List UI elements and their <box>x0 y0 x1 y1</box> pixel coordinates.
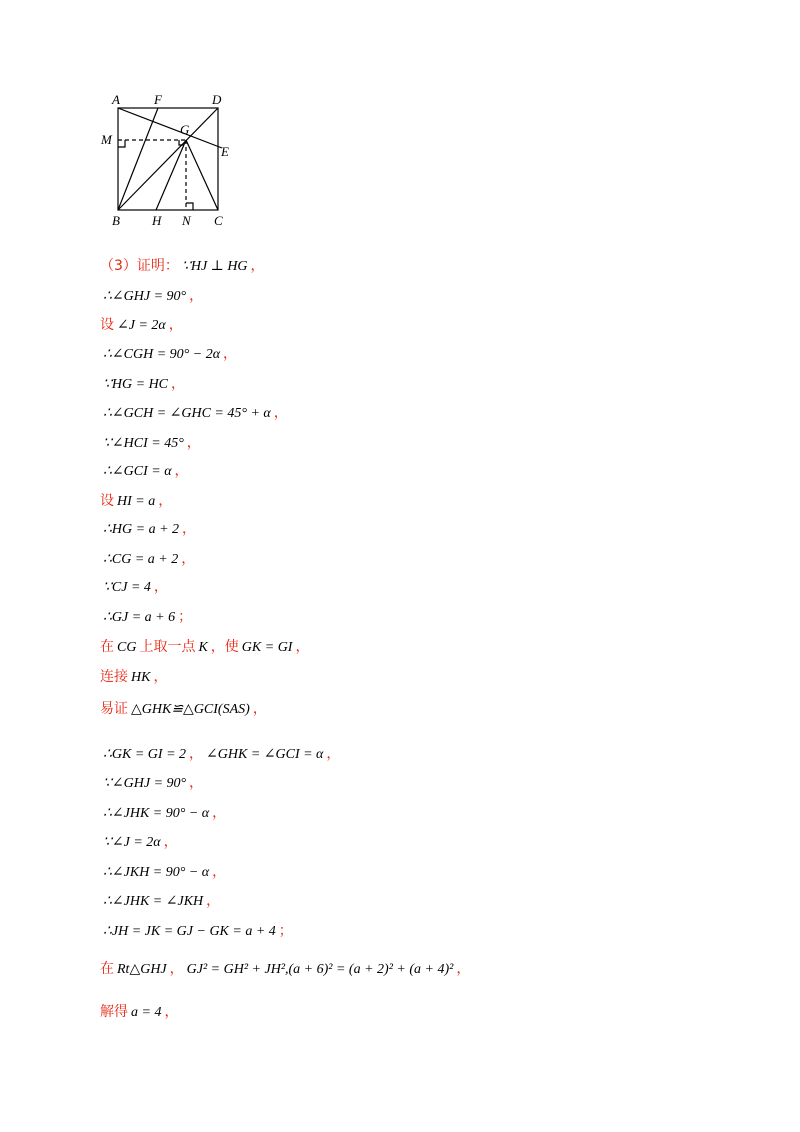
line-prefix: 连接 <box>100 669 128 685</box>
proof-line <box>100 520 196 539</box>
line-math: CG <box>117 640 137 655</box>
line-math: ∴∠JHK = 90° − α <box>103 806 210 821</box>
label-a: A <box>112 92 120 107</box>
line-connector: 上取一点 <box>139 639 196 655</box>
line-punct: ， <box>174 463 189 479</box>
line-math: ∴CG = a + 2 <box>103 552 179 567</box>
line-punct: ， <box>273 405 288 421</box>
line-punct: ， <box>250 258 265 274</box>
proof-line <box>100 960 470 979</box>
line-punct: ， <box>163 834 178 850</box>
line-punct: ， <box>171 376 186 392</box>
line-connector: ， <box>189 746 204 762</box>
line-connector: ， <box>169 961 184 977</box>
segment-bf <box>118 108 158 210</box>
line-math: ∵HG = HC <box>103 377 169 392</box>
line-math: ∴∠GCH = ∠GHC = 45° + α <box>103 406 271 421</box>
segment-ae <box>118 108 222 148</box>
line-prefix: 解得 <box>100 1004 128 1020</box>
label-g: G <box>180 122 190 137</box>
label-n: N <box>182 213 191 228</box>
line-punct: ， <box>206 893 221 909</box>
line-math: ∴∠GHJ = 90° <box>103 289 187 304</box>
line-punct: ， <box>295 639 310 655</box>
proof-line <box>100 434 201 453</box>
proof-line <box>100 745 340 764</box>
line-math: △GHK≌△GCI(SAS) <box>131 702 250 717</box>
line-punct: ； <box>178 609 193 625</box>
line-prefix: 在 <box>100 961 114 977</box>
line-punct: ， <box>181 551 196 567</box>
label-h: H <box>152 213 162 228</box>
line-math: Rt△GHJ <box>117 962 167 977</box>
right-angle-m <box>118 140 125 147</box>
label-e: E <box>221 144 229 159</box>
line-math: ∵CJ = 4 <box>103 580 151 595</box>
line-math: GJ² = GH² + JH²,(a + 6)² = (a + 2)² + (a + 4)² <box>186 962 454 977</box>
line-punct: ； <box>278 923 293 939</box>
label-c: C <box>214 213 223 228</box>
label-b: B <box>112 213 120 228</box>
line-math: ∴∠JHK = ∠JKH <box>103 894 204 909</box>
line-math: ∴GK = GI = 2 <box>103 747 187 762</box>
line-math: ∵∠GHJ = 90° <box>103 776 187 791</box>
line-punct: ， <box>153 669 168 685</box>
line-punct: ， <box>456 961 471 977</box>
proof-line <box>100 345 237 364</box>
proof-line <box>100 863 226 882</box>
line-punct: ， <box>212 864 227 880</box>
proof-line <box>100 404 288 423</box>
line-prefix: 设 <box>100 317 114 333</box>
proof-line <box>100 375 185 394</box>
geometry-figure <box>98 90 238 230</box>
line-punct: ， <box>189 775 204 791</box>
line-math: HI = a <box>117 494 156 509</box>
proof-line <box>100 608 192 627</box>
segment-cg <box>186 140 218 210</box>
line-connector: ，使 <box>210 639 239 655</box>
proof-line <box>100 316 183 335</box>
right-angle-n <box>186 203 193 210</box>
proof-line <box>100 578 168 597</box>
line-punct: ， <box>153 579 168 595</box>
line-math: HK <box>131 670 151 685</box>
line-punct: ， <box>164 1004 179 1020</box>
line-math: ∵∠J = 2α <box>103 835 161 850</box>
line-math: K <box>198 640 208 655</box>
line-math: ∠J = 2α <box>117 318 166 333</box>
segment-bd <box>118 108 218 210</box>
line-math: ∴∠JKH = 90° − α <box>103 865 210 880</box>
proof-line <box>100 804 226 823</box>
line-prefix: 易证 <box>100 701 128 717</box>
proof-line <box>100 1003 178 1022</box>
line-punct: ， <box>182 521 197 537</box>
label-d: D <box>212 92 222 107</box>
proof-line <box>100 550 195 569</box>
proof-line <box>100 892 220 911</box>
line-prefix: 设 <box>100 493 114 509</box>
line-math: ∴JH = JK = GJ − GK = a + 4 <box>103 924 276 939</box>
line-math: ∵HJ ⊥ HG <box>181 259 248 274</box>
line-math: ∴GJ = a + 6 <box>103 610 176 625</box>
line-math: ∠GHK = ∠GCI = α <box>206 747 324 762</box>
line-math: ∵∠HCI = 45° <box>103 436 184 451</box>
line-punct: ， <box>186 435 201 451</box>
line-punct: ， <box>326 746 341 762</box>
line-math: GK = GI <box>241 640 293 655</box>
line-punct: ， <box>168 317 183 333</box>
proof-line <box>100 638 309 657</box>
proof-line <box>100 668 167 687</box>
proof-line <box>100 922 293 941</box>
line-punct: ， <box>158 493 173 509</box>
line-prefix: 在 <box>100 639 114 655</box>
proof-line <box>100 287 203 306</box>
line-punct: ， <box>223 346 238 362</box>
line-math: ∴∠CGH = 90° − 2α <box>103 347 221 362</box>
line-prefix: （3）证明： <box>100 258 179 274</box>
proof-line <box>100 833 178 852</box>
proof-line <box>100 700 267 719</box>
label-f: F <box>154 92 162 107</box>
line-math: ∴HG = a + 2 <box>103 522 180 537</box>
proof-line <box>100 492 172 511</box>
line-punct: ， <box>252 701 267 717</box>
segment-hg <box>156 140 186 210</box>
line-math: ∴∠GCI = α <box>103 464 172 479</box>
line-punct: ， <box>189 288 204 304</box>
line-punct: ， <box>212 805 227 821</box>
proof-line <box>100 462 189 481</box>
line-math: a = 4 <box>131 1005 162 1020</box>
proof-line <box>100 774 203 793</box>
label-m: M <box>101 132 112 147</box>
proof-line <box>100 257 265 276</box>
